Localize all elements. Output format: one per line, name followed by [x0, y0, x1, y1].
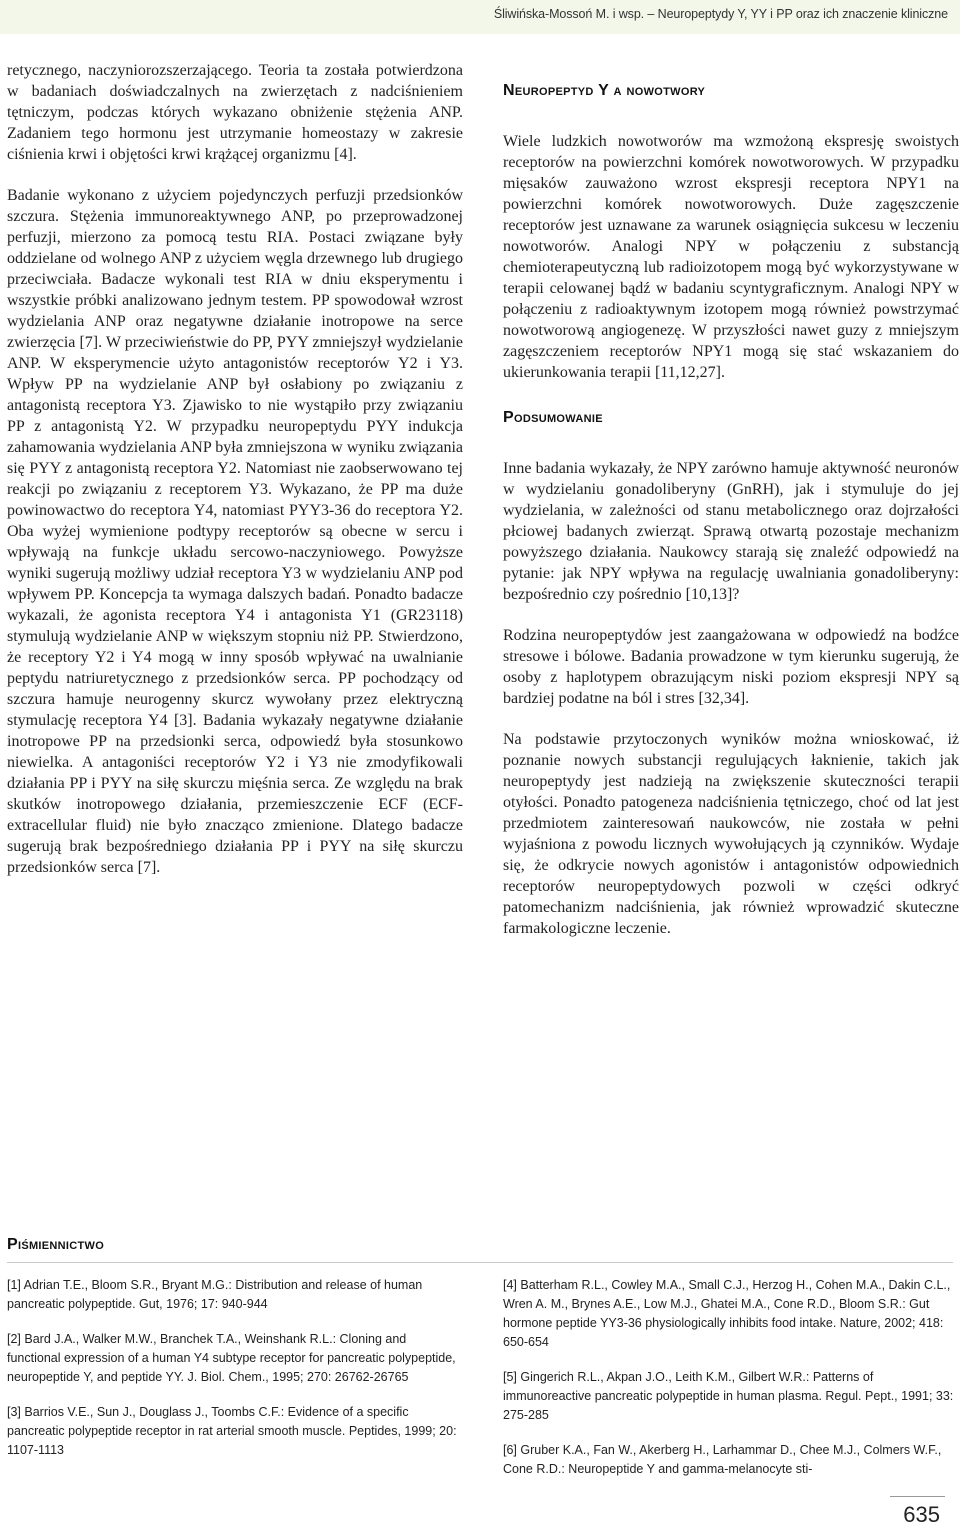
- paragraph: Rodzina neuropeptydów jest zaangażowana w odpowiedź na bodźce stresowe i bólowe. Badania prowadzone w tym kierunku sugerują, że osoby z haplotypem obrazującym niski poziom ekspresji NPY są bardziej podatne na ból i stres [32,34].: [503, 627, 959, 707]
- references-divider: [7, 1262, 953, 1263]
- references-heading: Piśmiennictwo: [7, 1236, 105, 1253]
- right-column: [503, 80, 959, 959]
- reference-item: [6] Gruber K.A., Fan W., Akerberg H., Larhammar D., Chee M.J., Colmers W.F., Cone R.D.: Neuropeptide Y and gamma-melanocyte sti-: [503, 1443, 942, 1476]
- page-number: 635: [903, 1502, 940, 1527]
- running-header: [0, 0, 960, 34]
- running-title: Śliwińska-Mossoń M. i wsp. – Neuropeptydy Y, YY i PP oraz ich znaczenie kliniczne: [493, 7, 948, 21]
- paragraph: Wiele ludzkich nowotworów ma wzmożoną ekspresję swoistych receptorów na powierzchni komórek nowotworowych. W przypadku mięsaków zauważono wzrost ekspresji receptora NPY1 na powierzchni komórek nowotworowych. Duże zagęszczenie receptorów jest uznawane za warunek osiągnięcia sukcesu w leczeniu nowotworów. Analogi NPY w połączeniu z substancją chemioterapeutyczną lub radioizotopem mogą być wykorzystywane w terapii celowanej bądź w badaniu scyntygraficznym. Analogi NPY w połączeniu z radioaktywnym izotopem mogą również powstrzymać nowotworową angiogenezę. W przyszłości nawet guzy z mniejszym zagęszczeniem receptorów NPY1 mogą się stać wskazaniem do ukierunkowania terapii [11,12,27].: [503, 133, 959, 381]
- reference-item: [3] Barrios V.E., Sun J., Douglass J., Toombs C.F.: Evidence of a specific pancreatic polypeptide receptor in rat arterial smooth muscle. Peptides, 1999; 20: 1107-1113: [7, 1405, 457, 1457]
- page-number-rule: [890, 1496, 945, 1497]
- references-left-column: [7, 1276, 463, 1476]
- paragraph: Na podstawie przytoczonych wyników można wnioskować, iż poznanie nowych substancji regulujących łaknienie, takich jak neuropeptydy jest nadzieją na zwiększenie skuteczności terapii otyłości. Ponadto patogeneza nadciśnienia tętniczego, choć od lat jest przedmiotem zainteresowań naukowców, nie została w pełni wyjaśniona z powodu licznych wywołujących ją czynników. Wydaje się, że odkrycie nowych agonistów i antagonistów odpowiednich receptorów neuropeptydowych pozwoli w części odkryć patomechanizm nadciśnienia, jak również wprowadzić skuteczne farmakologiczne leczenie.: [503, 731, 959, 937]
- paragraph: Badanie wykonano z użyciem pojedynczych perfuzji przedsionków szczura. Stężenia immunoreaktywnego ANP, po przeprowadzonej perfuzji, mierzono za pomocą testu RIA. Postaci związane były oddzielane od wolnego ANP z użyciem węgla drzewnego lub drugiego przeciwciała. Badacze wykonali test RIA w dniu eksperymentu i wszystkie próbki analizowano jednym testem. PP spowodował wzrost wydzielania ANP oraz negatywne działanie inotropowe na serce zwierzęcia [7]. W przeciwieństwie do PP, PYY zmniejszył wydzielanie ANP. W eksperymencie użyto antagonistów receptorów Y2 i Y3. Wpływ PP na wydzielanie ANP był osłabiony po związaniu z antagonistą receptora Y3. Zjawisko to nie wystąpiło przy związaniu PP z antagonistą Y2. W przypadku neuropeptydu PYY indukcja zahamowania wydzielania ANP była zmniejszona w wyniku związania się PYY z antagonistą receptora Y2. Natomiast nie zaobserwowano tej reakcji po związaniu z receptorem Y3. Wykazano, że PP ma duże powinowactwo do receptora Y4, natomiast PYY3-36 do receptora Y2. Oba wyżej wymienione podtypy receptorów są obecne w sercu i wpływają na funkcje układu sercowo-naczyniowego. Powyższe wyniki sugerują możliwy udział receptora Y3 w wydzielaniu ANP pod wpływem PP. Koncepcja ta wymaga dalszych badań. Ponadto badacze wykazali, że agonista receptora Y4 i antagonista Y1 (GR23118) stymulują wydzielanie ANP w większym stopniu niż PP. Stwierdzono, że receptory Y2 i Y4 mogą w inny sposób wpływać na uwalnianie peptydu natriuretycznego z przedsionków serca. PP pochodzący od szczura hamuje neurogenny skurcz wywołany przez elektryczną stymulację receptora Y4 [3]. Badania wykazały negatywne działanie inotropowe PP na przedsionki serca, odpowiedź była stosunkowo niewielka. A antagoniści receptorów Y2 i Y3 nie zmodyfikowali działania PP i PYY na siłę skurczu mięśnia serca. Ze względu na brak skutków inotropowego działania, przemieszczenie ECF (ECF-extracellular fluid) nie było znacząco zmienione. Dlatego badacze sugerują brak bezpośredniego działania PP i PYY na siłę skurczu przedsionków serca [7].: [7, 187, 463, 876]
- references-right-column: [503, 1276, 959, 1495]
- paragraph: Inne badania wykazały, że NPY zarówno hamuje aktywność neuronów w wydzielaniu gonadoliberyny (GnRH), jak i stymuluje do jej wydzielania, w zależności od stanu metabolicznego oraz dojrzałości płciowej badanych zwierząt. Sprawą otwartą pozostaje mechanizm powyższego działania. Naukowcy starają się znaleźć odpowiedź na pytanie: jak NPY wpływa na regulację uwalniania gonadoliberyny: bezpośrednio czy pośrednio [10,13]?: [503, 460, 959, 603]
- section-heading-podsumowanie: Podsumowanie: [503, 409, 603, 426]
- reference-item: [5] Gingerich R.L., Akpan J.O., Leith K.M., Gilbert W.R.: Patterns of immunoreactive pancreatic polypeptide in human plasma. Regul. Pept., 1991; 33: 275-285: [503, 1370, 954, 1422]
- reference-item: [4] Batterham R.L., Cowley M.A., Small C.J., Herzog H., Cohen M.A., Dakin C.L., Wren A. M., Brynes A.E., Low M.J., Ghatei M.A., Cone R.D., Bloom S.R.: Gut hormone peptide YY3-36 physiologically inhibits food intake. Nature, 2002; 418: 650-654: [503, 1278, 951, 1349]
- left-column: [7, 60, 463, 898]
- section-heading-neuropeptyd-y: Neuropeptyd Y a nowotwory: [503, 82, 706, 99]
- paragraph: retycznego, naczyniorozszerzającego. Teoria ta została potwierdzona w badaniach doświadczalnych na zwierzętach z nadciśnieniem tętniczym, podczas których wykazano obniżenie stężenia ANP. Zadaniem tego hormonu jest utrzymanie homeostazy w zakresie ciśnienia krwi i objętości krwi krążącej organizmu [4].: [7, 62, 463, 163]
- reference-item: [2] Bard J.A., Walker M.W., Branchek T.A., Weinshank R.L.: Cloning and functional expression of a human Y4 subtype receptor for pancreatic polypeptide, neuropeptide Y, and peptide YY. J. Biol. Chem., 1995; 270: 26762-26765: [7, 1332, 456, 1384]
- reference-item: [1] Adrian T.E., Bloom S.R., Bryant M.G.: Distribution and release of human pancreatic polypeptide. Gut, 1976; 17: 940-944: [7, 1278, 423, 1311]
